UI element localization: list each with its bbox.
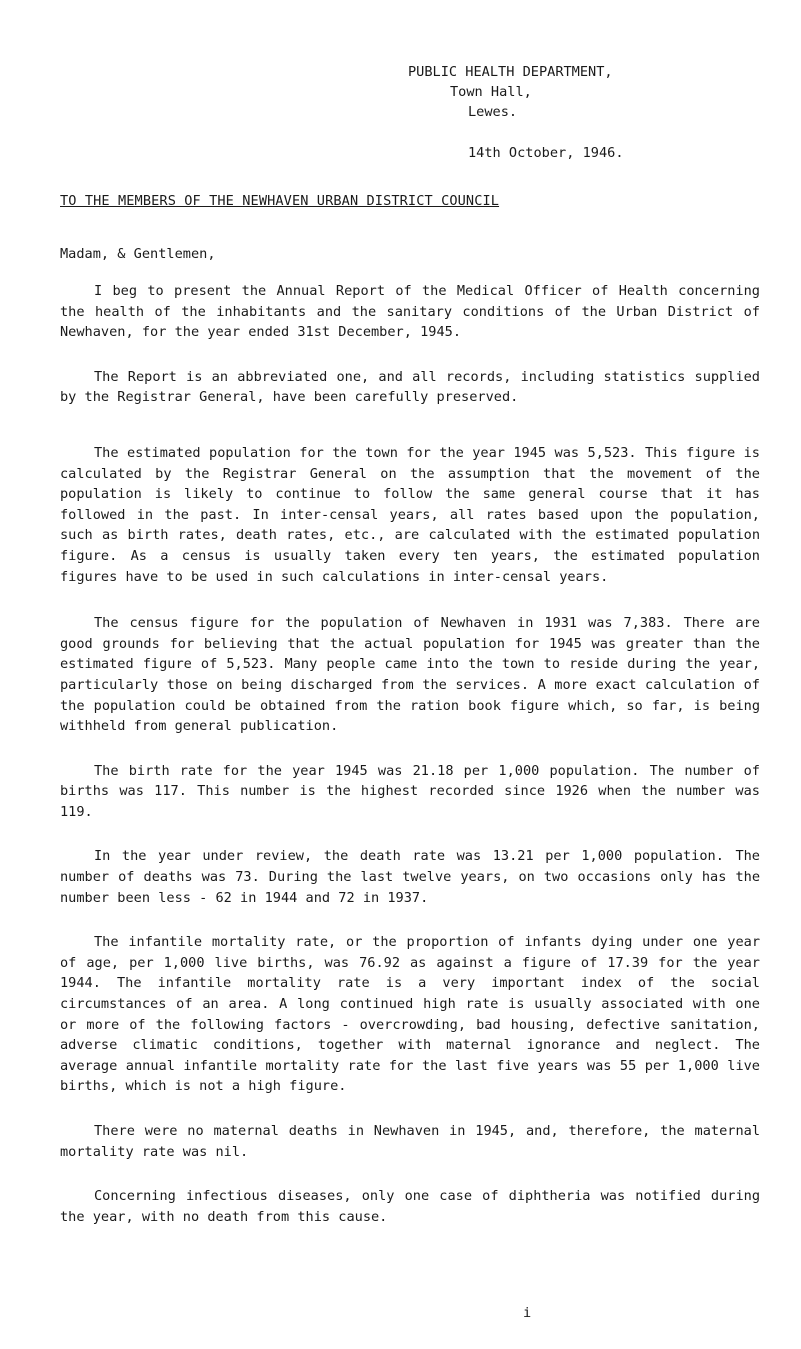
department-name: PUBLIC HEALTH DEPARTMENT, xyxy=(408,64,613,80)
paragraph-maternal-mortality: There were no maternal deaths in Newhaven in 1945, and, therefore, the maternal mortality rate was nil. xyxy=(60,1123,760,1160)
paragraph-death-rate: In the year under review, the death rate was 13.21 per 1,000 population. The number of deaths was 73. During the last twelve years, on two occasions only has the number been less - 62 in 1944 and 72 in 1937. xyxy=(60,848,760,906)
paragraph-records: The Report is an abbreviated one, and all records, including statistics supplied by the Registrar General, have been carefully preserved. xyxy=(60,368,760,406)
paragraph-infantile-mortality: The infantile mortality rate, or the proportion of infants dying under one year of age, per 1,000 live births, was 76.92 as against a figure of 17.39 for the year 1944. The infantile mortality rate is a very important index of the social circumstances of an area. A long continued high rate is usually associated with one or more of the following factors - overcrowding, bad housing, defective sanitation, adverse climatic conditions, together with maternal ignorance and neglect. The average annual infantile mortality rate for the last five years was 55 per 1,000 live births, which is not a high figure. xyxy=(60,934,760,1095)
paragraph-estimated-population: The estimated population for the town for the year 1945 was 5,523. This figure is calculated by the Registrar General on the assumption that the movement of the population is likely to continue to follow the same general course that it has followed in the past. In inter-censal years, all rates based upon the population, such as birth rates, death rates, etc., are calculated with the estimated population figure. As a census is usually taken every ten years, the estimated population figures have to be used in such calculations in inter-censal years. xyxy=(60,444,760,585)
paragraph-introduction: I beg to present the Annual Report of the Medical Officer of Health concerning the health of the inhabitants and the sanitary conditions of the Urban District of Newhaven, for the year ended 31st December, 1945. xyxy=(60,283,760,341)
addressee-heading: TO THE MEMBERS OF THE NEWHAVEN URBAN DISTRICT COUNCIL xyxy=(60,193,500,209)
letter-date: 14th October, 1946. xyxy=(468,145,624,161)
salutation: Madam, & Gentlemen, xyxy=(60,246,216,262)
paragraph-birth-rate: The birth rate for the year 1945 was 21.18 per 1,000 population. The number of births was 117. This number is the highest recorded since 1926 when the number was 119. xyxy=(60,762,760,820)
letterhead xyxy=(408,62,613,122)
page-number: i xyxy=(523,1305,532,1321)
paragraph-census: The census figure for the population of Newhaven in 1931 was 7,383. There are good grounds for believing that the actual population for 1945 was greater than the estimated figure of 5,523. Many people came into the town to reside during the year, particularly those on being discharged from the services. A more exact calculation of the population could be obtained from the ration book figure which, so far, is being withheld from general publication. xyxy=(60,615,760,735)
address-line-2: Lewes. xyxy=(468,104,518,120)
letter-body xyxy=(60,281,760,1251)
address-line-1: Town Hall, xyxy=(450,84,532,100)
paragraph-infectious-diseases: Concerning infectious diseases, only one case of diphtheria was notified during the year, with no death from this cause. xyxy=(60,1188,760,1225)
